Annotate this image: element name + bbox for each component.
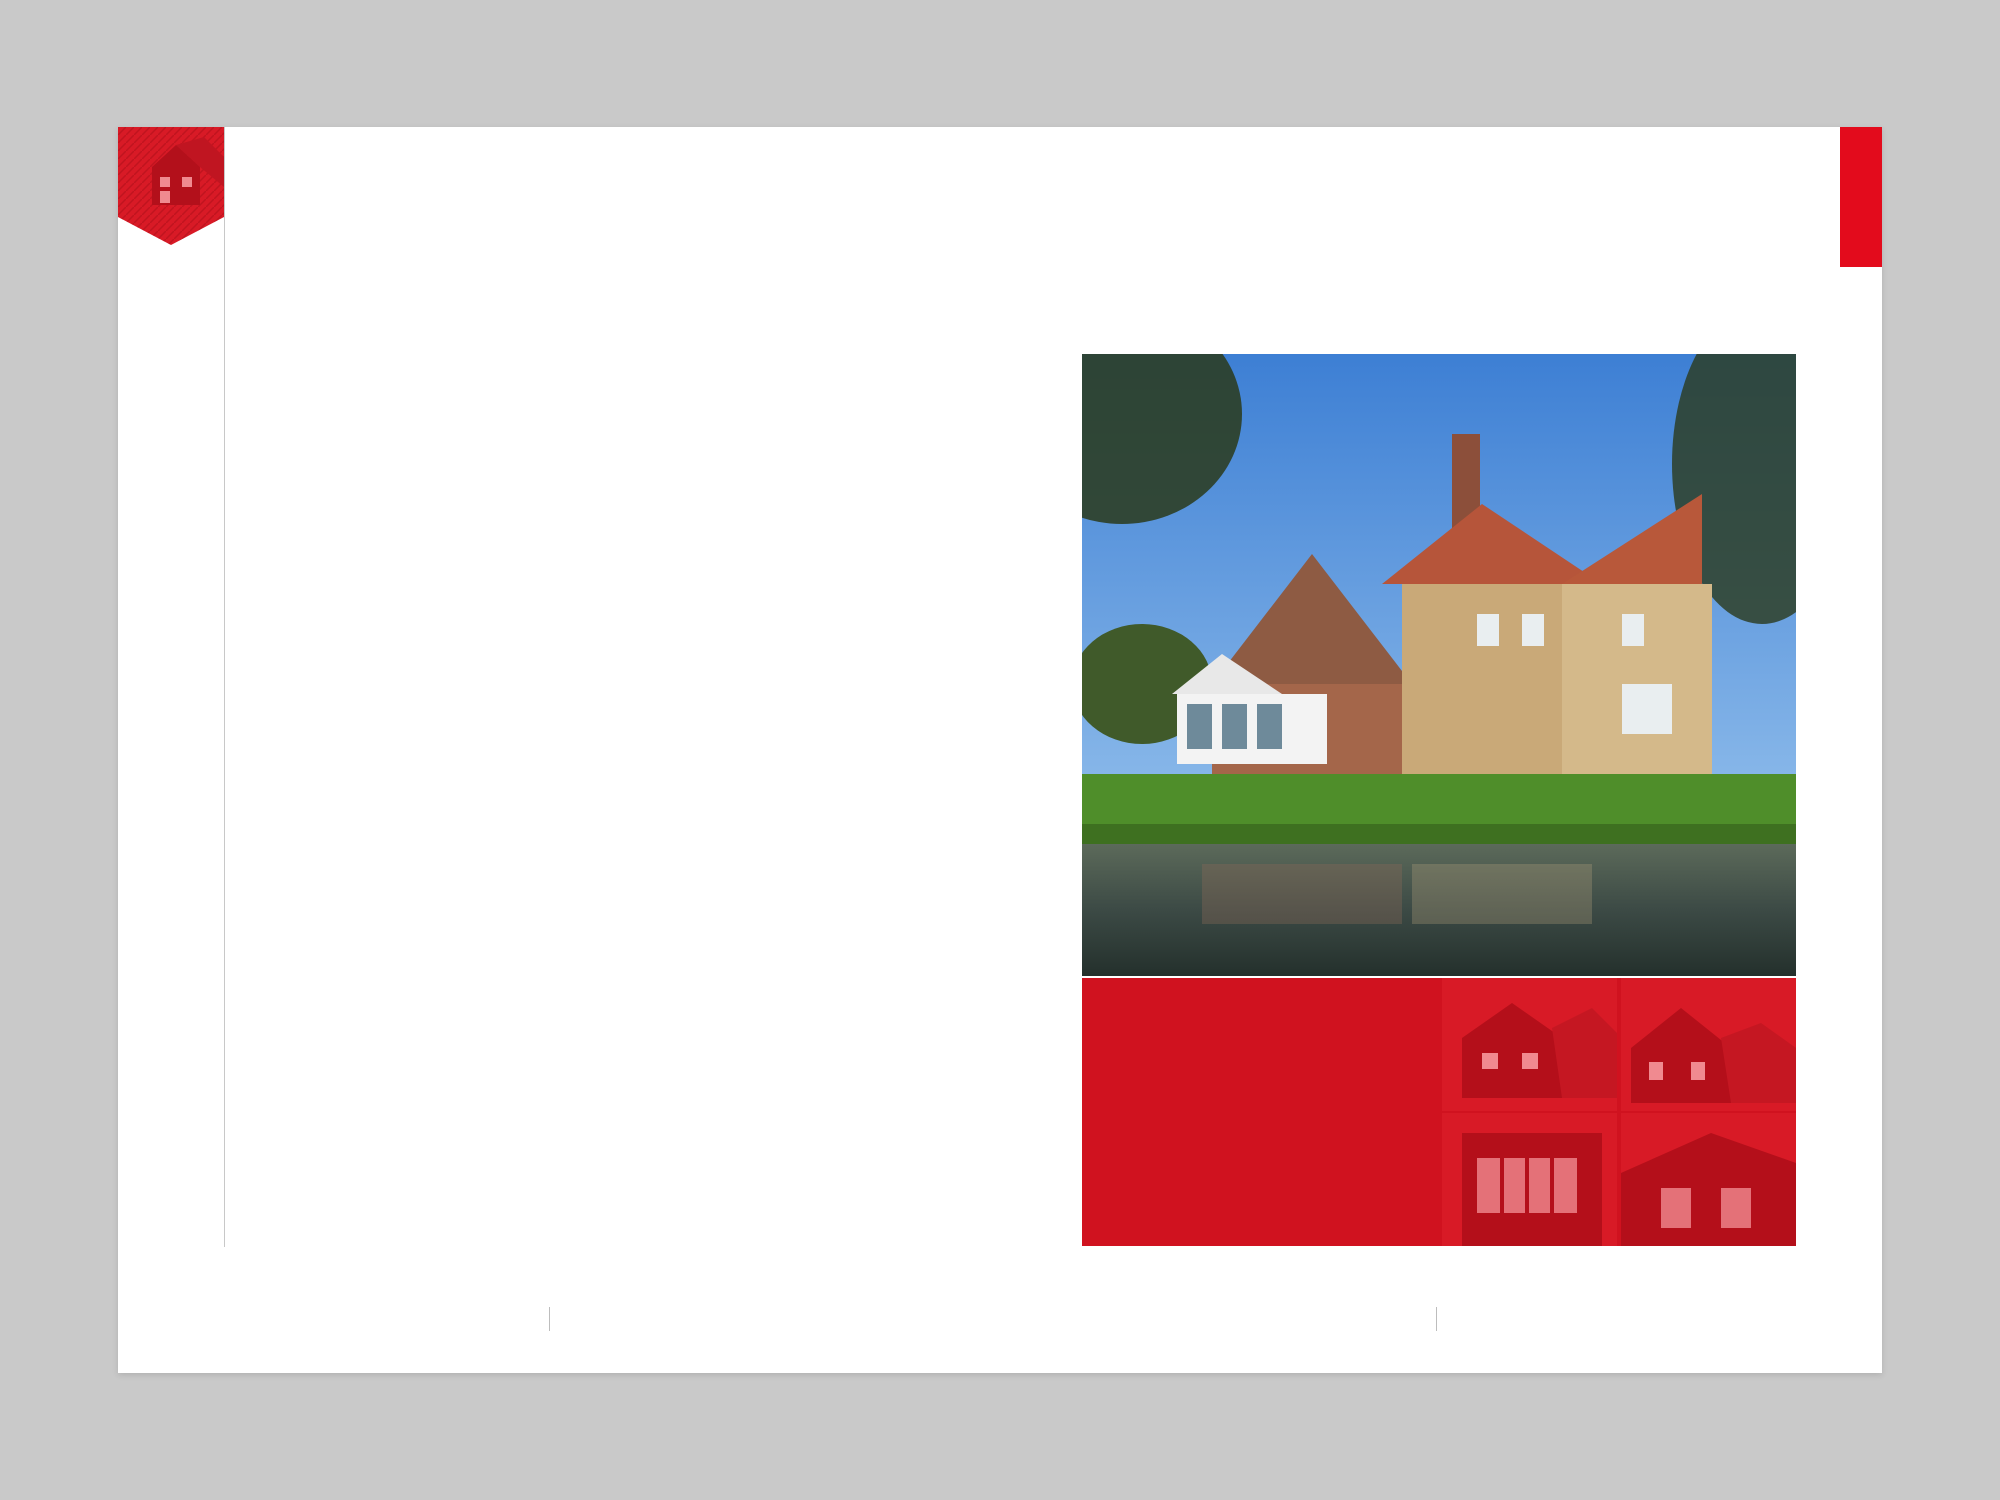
feature-panel bbox=[1082, 978, 1796, 1246]
section-side-tab bbox=[1840, 127, 1882, 267]
footer-divider bbox=[549, 1307, 550, 1331]
house-thumbnail bbox=[1442, 1113, 1617, 1246]
house-thumbnail bbox=[1621, 1113, 1796, 1246]
footer-divider bbox=[1436, 1307, 1437, 1331]
house-thumbnail bbox=[1621, 978, 1796, 1111]
house-thumbnail-tab bbox=[118, 127, 224, 245]
house-thumbnail bbox=[1442, 978, 1617, 1111]
contents-column-2 bbox=[636, 351, 917, 359]
brochure-page bbox=[118, 127, 1882, 1373]
vertical-divider bbox=[224, 127, 225, 1247]
house-photo bbox=[1082, 354, 1796, 976]
